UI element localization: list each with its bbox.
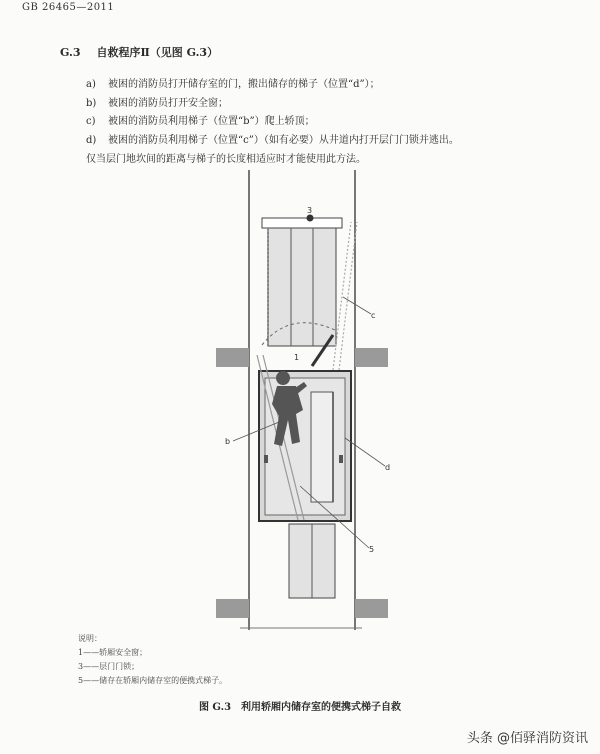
step-text: 被困的消防员利用梯子（位置“b”）爬上轿顶；	[108, 116, 315, 127]
usage-note: 仅当层门地坎间的距离与梯子的长度相适应时才能使用此方法。	[86, 154, 366, 165]
step-key: c)	[86, 116, 96, 127]
label-ladder-b: b	[225, 437, 231, 446]
legend-item: 1——轿厢安全窗；	[78, 648, 148, 657]
landing-door-upper	[268, 228, 336, 346]
section-title: 自救程序Ⅱ（见图 G.3）	[96, 46, 219, 59]
step-key: a)	[86, 79, 96, 90]
step-text: 被困的消防员打开安全窗；	[108, 97, 228, 109]
step-text: 被困的消防员利用梯子（位置“c”）（如有必要）从井道内打开层门门锁并逃出。	[108, 134, 459, 146]
legend-item: 3——层门门锁；	[78, 662, 140, 671]
section-number: G.3	[60, 46, 81, 59]
floor-slab-right-lower	[355, 599, 388, 618]
label-ladder-d: d	[385, 463, 391, 472]
floor-slab-left-lower	[216, 599, 249, 618]
figure-legend	[78, 632, 227, 688]
label-storage: 5	[369, 545, 375, 554]
watermark: 头条 @佰驿消防资讯	[466, 731, 588, 746]
floor-slab-right-upper	[355, 348, 388, 367]
label-lock: 3	[307, 206, 313, 215]
step-key: b)	[86, 97, 97, 109]
step-key: d)	[86, 134, 97, 146]
legend-item: 5——储存在轿厢内储存室的便携式梯子。	[78, 676, 228, 685]
label-window: 1	[294, 353, 300, 362]
label-ladder-c: c	[371, 311, 376, 320]
door-header-upper	[262, 218, 342, 228]
figure-caption: 图 G.3 利用轿厢内储存室的便携式梯子自救	[198, 702, 402, 713]
floor-slab-left-upper	[216, 348, 249, 367]
storage-compartment	[311, 392, 333, 502]
legend-title: 说明：	[78, 634, 102, 643]
standard-number: GB 26465—2011	[22, 2, 115, 13]
step-text: 被困的消防员打开储存室的门，搬出储存的梯子（位置“d”）；	[108, 79, 380, 90]
door-lock-marker	[307, 215, 314, 222]
